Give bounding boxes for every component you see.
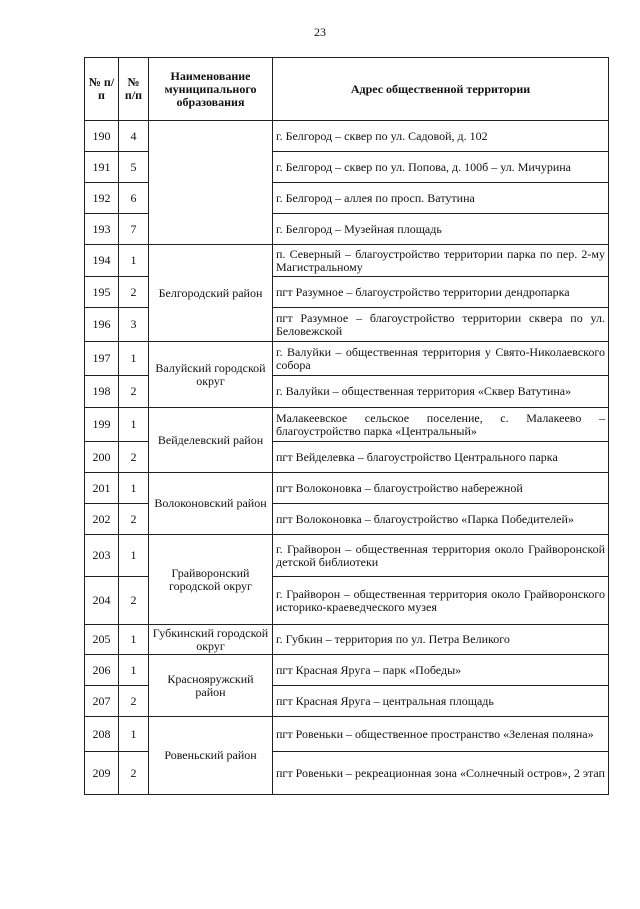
row-number: 200 (85, 442, 119, 473)
sub-number: 2 (119, 376, 149, 408)
address-cell: г. Грайворон – общественная территория около Грайворонской детской библиотеки (273, 535, 609, 577)
sub-number: 2 (119, 504, 149, 535)
row-number: 195 (85, 277, 119, 308)
table-row (85, 655, 609, 686)
row-number: 196 (85, 308, 119, 342)
sub-number: 1 (119, 655, 149, 686)
table-row (85, 535, 609, 577)
sub-number: 2 (119, 277, 149, 308)
row-number: 202 (85, 504, 119, 535)
row-number: 209 (85, 752, 119, 795)
municipality-cell: Губкинский городской округ (149, 625, 273, 655)
table-row (85, 342, 609, 376)
municipality-cell (149, 121, 273, 245)
table-row (85, 408, 609, 442)
row-number: 204 (85, 577, 119, 625)
address-cell: г. Белгород – Музейная площадь (273, 214, 609, 245)
sub-number: 3 (119, 308, 149, 342)
address-cell: г. Валуйки – общественная территория у Свято-Николаевского собора (273, 342, 609, 376)
header-row-number: № п/п (85, 58, 119, 121)
address-cell: г. Грайворон – общественная территория около Грайворонского историко-краеведческого музея (273, 577, 609, 625)
row-number: 206 (85, 655, 119, 686)
row-number: 203 (85, 535, 119, 577)
row-number: 207 (85, 686, 119, 717)
municipality-cell: Волоконовский район (149, 473, 273, 535)
table-row (85, 717, 609, 752)
sub-number: 2 (119, 442, 149, 473)
address-cell: п. Северный – благоустройство территории парка по пер. 2-му Магистральному (273, 245, 609, 277)
table-row (85, 625, 609, 655)
table-row (85, 245, 609, 277)
row-number: 194 (85, 245, 119, 277)
row-number: 192 (85, 183, 119, 214)
sub-number: 2 (119, 577, 149, 625)
municipality-cell: Ровеньский район (149, 717, 273, 795)
sub-number: 7 (119, 214, 149, 245)
sub-number: 6 (119, 183, 149, 214)
municipality-cell: Краснояружский район (149, 655, 273, 717)
address-cell: пгт Ровеньки – рекреационная зона «Солнечный остров», 2 этап (273, 752, 609, 795)
row-number: 198 (85, 376, 119, 408)
sub-number: 1 (119, 473, 149, 504)
sub-number: 1 (119, 535, 149, 577)
address-cell: Малакеевское сельское поселение, с. Малакеево – благоустройство парка «Центральный» (273, 408, 609, 442)
header-address: Адрес общественной территории (273, 58, 609, 121)
row-number: 208 (85, 717, 119, 752)
territory-table (84, 57, 609, 795)
address-cell: пгт Красная Яруга – парк «Победы» (273, 655, 609, 686)
row-number: 197 (85, 342, 119, 376)
sub-number: 1 (119, 245, 149, 277)
sub-number: 4 (119, 121, 149, 152)
header-municipality: Наименование муниципального образования (149, 58, 273, 121)
row-number: 193 (85, 214, 119, 245)
sub-number: 1 (119, 408, 149, 442)
sub-number: 1 (119, 625, 149, 655)
address-cell: г. Губкин – территория по ул. Петра Великого (273, 625, 609, 655)
address-cell: пгт Волоконовка – благоустройство «Парка Победителей» (273, 504, 609, 535)
address-cell: пгт Разумное – благоустройство территории сквера по ул. Беловежской (273, 308, 609, 342)
address-cell: г. Белгород – сквер по ул. Попова, д. 100б – ул. Мичурина (273, 152, 609, 183)
sub-number: 2 (119, 686, 149, 717)
address-cell: пгт Вейделевка – благоустройство Центрального парка (273, 442, 609, 473)
sub-number: 5 (119, 152, 149, 183)
table-row (85, 473, 609, 504)
sub-number: 1 (119, 717, 149, 752)
sub-number: 2 (119, 752, 149, 795)
address-cell: пгт Красная Яруга – центральная площадь (273, 686, 609, 717)
municipality-cell: Валуйский городской округ (149, 342, 273, 408)
row-number: 199 (85, 408, 119, 442)
address-cell: г. Валуйки – общественная территория «Сквер Ватутина» (273, 376, 609, 408)
header-sub-number: № п/п (119, 58, 149, 121)
page-number: 23 (314, 25, 326, 39)
row-number: 201 (85, 473, 119, 504)
table-header (85, 58, 609, 121)
row-number: 191 (85, 152, 119, 183)
municipality-cell: Белгородский район (149, 245, 273, 342)
sub-number: 1 (119, 342, 149, 376)
row-number: 205 (85, 625, 119, 655)
address-cell: пгт Ровеньки – общественное пространство «Зеленая поляна» (273, 717, 609, 752)
address-cell: пгт Волоконовка – благоустройство набережной (273, 473, 609, 504)
table-row (85, 121, 609, 152)
address-cell: г. Белгород – сквер по ул. Садовой, д. 102 (273, 121, 609, 152)
address-cell: пгт Разумное – благоустройство территории дендропарка (273, 277, 609, 308)
municipality-cell: Вейделевский район (149, 408, 273, 473)
municipality-cell: Грайворонский городской округ (149, 535, 273, 625)
row-number: 190 (85, 121, 119, 152)
address-cell: г. Белгород – аллея по просп. Ватутина (273, 183, 609, 214)
